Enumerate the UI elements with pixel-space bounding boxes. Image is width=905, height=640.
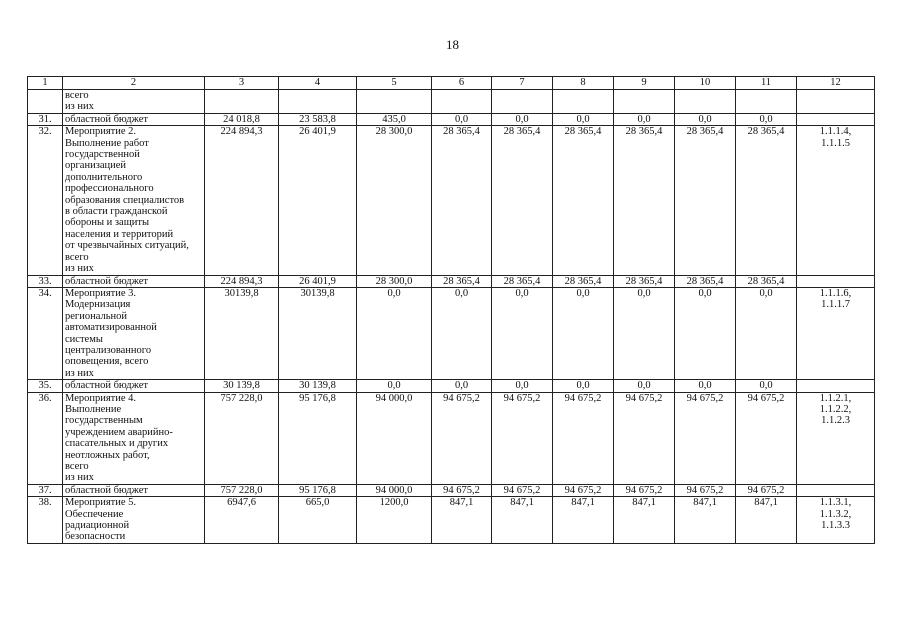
reference-line: 1.1.1.7 — [821, 299, 850, 311]
value-cell: 0,0 — [357, 287, 432, 379]
table-row — [28, 287, 875, 379]
header-cell: 11 — [736, 77, 797, 90]
reference-line: 1.1.2.1, — [819, 392, 852, 404]
name-line: спасательных и других — [65, 438, 169, 450]
table-row — [28, 113, 875, 125]
value-cell: 24 018,8 — [205, 113, 279, 125]
name-line: Выполнение — [65, 403, 122, 415]
value-cell: 847,1 — [432, 497, 492, 544]
reference-line: 1.1.1.6, — [819, 287, 852, 299]
name-cell — [63, 113, 205, 125]
reference-cell — [797, 126, 875, 275]
name-cell — [63, 90, 205, 114]
value-cell: 94 675,2 — [736, 484, 797, 496]
row-number-cell: 33. — [28, 275, 63, 287]
name-cell — [63, 497, 205, 544]
name-line: всего — [65, 251, 89, 263]
value-cell: 28 300,0 — [357, 126, 432, 275]
value-cell — [675, 90, 736, 114]
value-cell: 94 675,2 — [675, 392, 736, 484]
value-cell: 95 176,8 — [279, 392, 357, 484]
value-cell: 94 675,2 — [492, 392, 553, 484]
value-cell: 0,0 — [357, 380, 432, 392]
row-number-cell: 37. — [28, 484, 63, 496]
value-cell: 94 675,2 — [614, 484, 675, 496]
reference-line: 1.1.3.3 — [821, 520, 850, 532]
value-cell: 94 000,0 — [357, 484, 432, 496]
row-number-cell: 36. — [28, 392, 63, 484]
name-line: всего — [65, 90, 89, 101]
name-line: образования специалистов — [65, 194, 185, 206]
name-line: областной бюджет — [65, 275, 148, 287]
reference-cell — [797, 392, 875, 484]
value-cell: 28 365,4 — [614, 126, 675, 275]
name-line: системы — [65, 333, 103, 345]
value-cell: 0,0 — [736, 113, 797, 125]
header-cell: 3 — [205, 77, 279, 90]
value-cell: 0,0 — [614, 113, 675, 125]
name-cell — [63, 392, 205, 484]
value-cell: 28 365,4 — [614, 275, 675, 287]
name-line: региональной — [65, 310, 127, 322]
name-line: из них — [65, 472, 94, 484]
page-number: 18 — [446, 37, 459, 52]
name-line: всего — [65, 461, 89, 472]
table-row — [28, 484, 875, 496]
value-cell: 28 365,4 — [553, 275, 614, 287]
name-cell — [63, 380, 205, 392]
name-line: централизованного — [65, 344, 152, 356]
value-cell: 0,0 — [614, 380, 675, 392]
reference-line: 1.1.2.3 — [821, 415, 850, 427]
value-cell — [279, 90, 357, 114]
header-row — [28, 77, 875, 90]
value-cell: 28 365,4 — [492, 126, 553, 275]
table-row — [28, 497, 875, 544]
value-cell: 94 000,0 — [357, 392, 432, 484]
value-cell: 224 894,3 — [205, 126, 279, 275]
value-cell: 30 139,8 — [279, 380, 357, 392]
table-row — [28, 126, 875, 275]
value-cell: 23 583,8 — [279, 113, 357, 125]
header-cell: 9 — [614, 77, 675, 90]
name-line: организацией — [65, 160, 127, 172]
name-line: из них — [65, 263, 94, 275]
value-cell: 26 401,9 — [279, 126, 357, 275]
reference-cell — [797, 275, 875, 287]
value-cell: 0,0 — [553, 380, 614, 392]
name-line: от чрезвычайных ситуаций, — [65, 240, 189, 252]
value-cell: 1200,0 — [357, 497, 432, 544]
value-cell: 0,0 — [675, 113, 736, 125]
name-line: областной бюджет — [65, 380, 148, 392]
row-number-cell: 38. — [28, 497, 63, 544]
value-cell: 28 365,4 — [675, 126, 736, 275]
value-cell: 0,0 — [492, 287, 553, 379]
header-cell: 5 — [357, 77, 432, 90]
value-cell: 6947,6 — [205, 497, 279, 544]
name-cell — [63, 275, 205, 287]
value-cell: 757 228,0 — [205, 484, 279, 496]
value-cell: 0,0 — [553, 113, 614, 125]
name-cell — [63, 126, 205, 275]
row-number-cell: 34. — [28, 287, 63, 379]
value-cell: 665,0 — [279, 497, 357, 544]
value-cell — [357, 90, 432, 114]
header-cell: 12 — [797, 77, 875, 90]
name-line: Мероприятие 4. — [65, 392, 137, 404]
value-cell: 435,0 — [357, 113, 432, 125]
value-cell: 28 365,4 — [432, 275, 492, 287]
reference-line: 1.1.3.1, — [819, 497, 852, 509]
value-cell: 94 675,2 — [553, 392, 614, 484]
value-cell: 0,0 — [675, 287, 736, 379]
value-cell — [553, 90, 614, 114]
name-line: Выполнение работ — [65, 137, 149, 149]
value-cell: 94 675,2 — [736, 392, 797, 484]
name-line: Модернизация — [65, 299, 131, 311]
name-line: Мероприятие 3. — [65, 287, 137, 299]
value-cell: 0,0 — [492, 380, 553, 392]
reference-cell — [797, 484, 875, 496]
value-cell: 847,1 — [736, 497, 797, 544]
name-cell — [63, 287, 205, 379]
name-line: Мероприятие 5. — [65, 497, 137, 509]
name-line: областной бюджет — [65, 484, 148, 496]
value-cell — [492, 90, 553, 114]
name-line: областной бюджет — [65, 113, 148, 125]
reference-line: 1.1.1.4, — [819, 126, 852, 138]
name-line: в области гражданской — [65, 206, 168, 218]
value-cell: 847,1 — [675, 497, 736, 544]
name-line: профессионального — [65, 183, 154, 195]
name-line: из них — [65, 101, 94, 113]
value-cell: 94 675,2 — [492, 484, 553, 496]
name-line: обороны и защиты — [65, 217, 150, 229]
header-cell: 4 — [279, 77, 357, 90]
value-cell: 94 675,2 — [553, 484, 614, 496]
value-cell: 26 401,9 — [279, 275, 357, 287]
name-line: Обеспечение — [65, 508, 124, 520]
row-number-cell: 35. — [28, 380, 63, 392]
value-cell: 28 365,4 — [553, 126, 614, 275]
name-line: Мероприятие 2. — [65, 126, 137, 138]
reference-cell — [797, 287, 875, 379]
value-cell: 0,0 — [614, 287, 675, 379]
reference-line: 1.1.2.2, — [819, 403, 852, 415]
value-cell: 0,0 — [492, 113, 553, 125]
value-cell: 95 176,8 — [279, 484, 357, 496]
value-cell: 94 675,2 — [675, 484, 736, 496]
value-cell: 94 675,2 — [614, 392, 675, 484]
value-cell: 28 365,4 — [492, 275, 553, 287]
header-cell: 7 — [492, 77, 553, 90]
name-line: государственным — [65, 415, 143, 427]
value-cell: 0,0 — [432, 380, 492, 392]
value-cell: 847,1 — [492, 497, 553, 544]
name-line: оповещения, всего — [65, 356, 149, 368]
budget-table — [27, 76, 875, 544]
value-cell: 28 365,4 — [736, 275, 797, 287]
name-line: автоматизированной — [65, 322, 157, 334]
table-row — [28, 392, 875, 484]
value-cell: 28 365,4 — [675, 275, 736, 287]
value-cell: 224 894,3 — [205, 275, 279, 287]
reference-cell — [797, 90, 875, 114]
header-cell: 8 — [553, 77, 614, 90]
value-cell: 30139,8 — [205, 287, 279, 379]
value-cell — [432, 90, 492, 114]
value-cell — [205, 90, 279, 114]
row-number-cell: 32. — [28, 126, 63, 275]
name-line: из них — [65, 367, 94, 379]
value-cell: 0,0 — [432, 113, 492, 125]
value-cell: 94 675,2 — [432, 392, 492, 484]
row-number-cell — [28, 90, 63, 114]
table-row — [28, 275, 875, 287]
row-number-cell: 31. — [28, 113, 63, 125]
name-cell — [63, 484, 205, 496]
value-cell: 0,0 — [553, 287, 614, 379]
name-line: населения и территорий — [65, 228, 174, 240]
value-cell — [614, 90, 675, 114]
name-line: учреждением аварийно- — [65, 426, 173, 438]
reference-cell — [797, 497, 875, 544]
value-cell — [736, 90, 797, 114]
value-cell: 847,1 — [614, 497, 675, 544]
value-cell: 28 365,4 — [736, 126, 797, 275]
value-cell: 30139,8 — [279, 287, 357, 379]
header-cell: 1 — [28, 77, 63, 90]
reference-line: 1.1.1.5 — [821, 137, 850, 149]
table-body — [28, 77, 875, 544]
header-cell: 2 — [63, 77, 205, 90]
value-cell: 0,0 — [736, 380, 797, 392]
header-cell: 6 — [432, 77, 492, 90]
value-cell: 94 675,2 — [432, 484, 492, 496]
header-cell: 10 — [675, 77, 736, 90]
table-row — [28, 90, 875, 114]
value-cell: 0,0 — [432, 287, 492, 379]
reference-line: 1.1.3.2, — [819, 508, 852, 520]
name-line: неотложных работ, — [65, 449, 150, 461]
value-cell: 28 300,0 — [357, 275, 432, 287]
value-cell: 30 139,8 — [205, 380, 279, 392]
value-cell: 847,1 — [553, 497, 614, 544]
value-cell: 28 365,4 — [432, 126, 492, 275]
name-line: безопасности — [65, 531, 126, 543]
value-cell: 0,0 — [675, 380, 736, 392]
name-line: государственной — [65, 149, 140, 161]
value-cell: 757 228,0 — [205, 392, 279, 484]
name-line: дополнительного — [65, 171, 143, 183]
value-cell: 0,0 — [736, 287, 797, 379]
name-line: радиационной — [65, 520, 130, 532]
reference-cell — [797, 380, 875, 392]
reference-cell — [797, 113, 875, 125]
table-row — [28, 380, 875, 392]
